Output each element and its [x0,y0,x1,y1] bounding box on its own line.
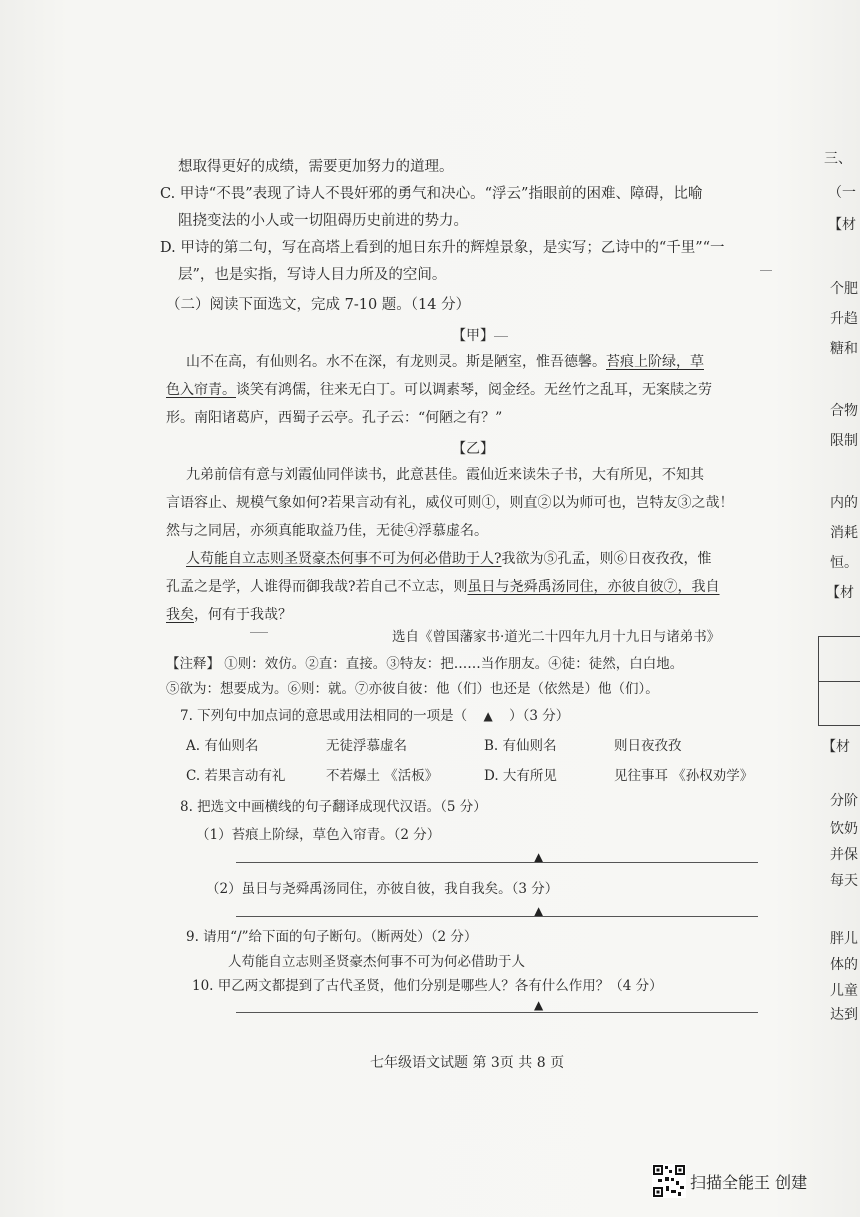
passage-jia-line3: 形。南阳诸葛庐，西蜀子云亭。孔子云：“何陋之有？” [166,410,503,426]
passage-yi-line2: 言语容止、规模气象如何?若果言动有礼，威仪可则①，则直②以为师可也，岂特友③之哉！ [166,495,734,511]
answer-blank[interactable]: ▲ [483,709,493,723]
scan-mark [760,270,772,271]
right-col-text: 升趋 [830,311,858,327]
answer-marker: ▲ [534,998,544,1012]
right-col-text: 内的 [830,495,858,511]
right-col-text: 限制 [830,433,858,449]
scan-mark [494,336,508,337]
answer-marker: ▲ [534,850,544,864]
right-col-text: 分阶 [830,793,858,809]
option-d-left: D. 大有所见 [484,768,557,784]
right-col-text: （一 [828,185,856,201]
right-col-text: 【材 [828,217,856,233]
option-d-line1: D. 甲诗的第二句，写在高塔上看到的旭日东升的辉煌景象，是实写；乙诗中的“千里”“一 [160,240,725,256]
right-col-text: 三、 [824,151,852,167]
passage-jia-line1: 山不在高，有仙则名。水不在深，有龙则灵。斯是陋室，惟吾德馨。苔痕上阶绿，草 [186,354,704,370]
option-c-left: C. 若果言动有礼 [186,768,286,784]
passage-jia-line2: 色入帘青。谈笑有鸿儒，往来无白丁。可以调素琴，阅金经。无丝竹之乱耳，无案牍之劳 [166,382,712,398]
right-col-text: 每天 [830,873,858,889]
passage-source: 选自《曾国藩家书·道光二十四年九月十九日与诸弟书》 [392,629,721,645]
option-c-right: 不若爆土 《活板》 [326,768,439,784]
right-col-text: 糖和 [830,341,858,357]
option-b-right: 则日夜孜孜 [614,738,682,754]
question-10-stem: 10. 甲乙两文都提到了古代圣贤，他们分别是哪些人？各有什么作用？（4 分） [192,978,663,994]
option-b-left: B. 有仙则名 [484,738,557,754]
right-col-text: 【材 [826,585,854,601]
passage-yi-line5: 孔孟之是学，人谁得而御我哉?若自己不立志，则虽日与尧舜禹汤同住，亦彼自彼⑦，我自 [166,579,720,595]
right-col-table [818,636,860,726]
table-divider [819,681,860,682]
right-col-text: 合物 [830,403,858,419]
option-a-right: 无徒浮慕虚名 [326,738,407,754]
passage-yi-line4: 人苟能自立志则圣贤豪杰何事不可为何必借助于人?我欲为⑤孔孟，则⑥日夜孜孜，惟 [186,551,712,567]
answer-line-8-1[interactable] [236,862,758,863]
answer-line-10[interactable] [236,1012,758,1013]
right-col-text: 胖儿 [830,931,858,947]
right-col-text: 【材 [822,739,850,755]
section-heading: （二）阅读下面选文，完成 7-10 题。（14 分） [166,297,471,313]
question-8-sub2: （2）虽日与尧舜禹汤同住，亦彼自彼，我自我矣。（3 分） [206,881,559,897]
continuation-line: 想取得更好的成绩，需要更加努力的道理。 [178,159,454,175]
right-col-text: 恒。 [830,555,858,571]
right-col-text: 儿童 [830,983,858,999]
scanner-brand-label: 扫描全能王 创建 [690,1173,808,1192]
right-col-text: 消耗 [830,525,858,541]
qr-code-icon [652,1164,686,1198]
question-8-sub1: （1）苔痕上阶绿，草色入帘青。（2 分） [196,827,441,843]
passage-yi-line1: 九弟前信有意与刘霞仙同伴读书，此意甚佳。霞仙近来读朱子书，大有所见，不知其 [186,467,704,483]
answer-marker: ▲ [534,904,544,918]
right-col-text: 饮奶 [830,821,858,837]
question-9-sentence[interactable]: 人苟能自立志则圣贤豪杰何事不可为何必借助于人 [228,954,525,970]
passage-yi-line6: 我矣，何有于我哉？ [166,607,292,623]
option-a-left: A. 有仙则名 [186,738,259,754]
passage-yi-title: 【乙】 [452,441,494,457]
option-d-right: 见往事耳 《孙权劝学》 [614,768,754,784]
annotation-line2: ⑤欲为：想要成为。⑥则：就。⑦亦彼自彼：他（们）也还是（依然是）他（们）。 [166,681,659,697]
passage-yi-line3: 然与之同居，亦须真能取益乃佳，无徒④浮慕虚名。 [166,523,488,539]
option-c-line1: C. 甲诗“不畏”表现了诗人不畏奸邪的勇气和决心。“浮云”指眼前的困难、障碍，比喻 [160,186,703,202]
question-8-stem: 8. 把选文中画横线的句子翻译成现代汉语。（5 分） [180,799,487,815]
answer-line-8-2[interactable] [236,916,758,917]
question-7-stem: 7. 下列句中加点词的意思或用法相同的一项是（ ▲ ）（3 分） [180,708,570,724]
annotation-line1: 【注释】 ①则：效仿。②直：直接。③特友：把……当作朋友。④徒：徒然，白白地。 [166,656,684,672]
page-footer: 七年级语文试题 第 3页 共 8 页 [370,1055,565,1071]
question-9-stem: 9. 请用“/”给下面的句子断句。（断两处）（2 分） [186,929,478,945]
scan-mark [250,632,268,633]
option-c-line2: 阻挠变法的小人或一切阻碍历史前进的势力。 [178,213,468,229]
right-col-text: 并保 [830,847,858,863]
right-col-text: 达到 [830,1007,858,1023]
right-col-text: 个肥 [830,281,858,297]
passage-jia-title: 【甲】 [452,328,494,344]
option-d-line2: 层”，也是实指，写诗人目力所及的空间。 [178,267,447,283]
right-col-text: 体的 [830,957,858,973]
